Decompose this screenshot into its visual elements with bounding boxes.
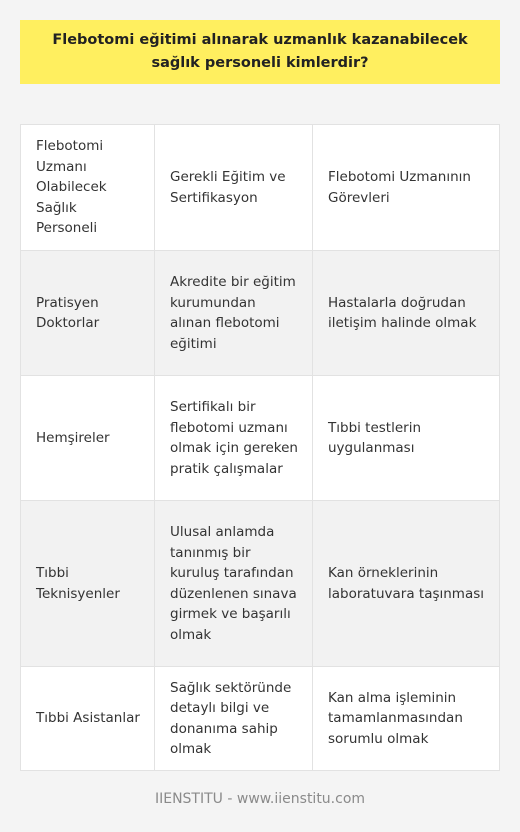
table-cell-personnel: Pratisyen Doktorlar bbox=[21, 251, 155, 375]
table-row bbox=[21, 500, 499, 666]
footer-credit: IIENSTITU - www.iienstitu.com bbox=[154, 791, 366, 807]
table-row bbox=[21, 666, 499, 770]
header-cell-duties: Flebotomi Uzmanının Görevleri bbox=[328, 169, 471, 206]
table-cell-duties: Kan örneklerinin laboratuvara taşınması bbox=[328, 565, 485, 602]
table-header-row bbox=[21, 125, 499, 250]
title-banner bbox=[20, 20, 500, 84]
table-cell-training: Sağlık sektöründe detaylı bilgi ve donanıma sahip olmak bbox=[155, 667, 313, 770]
header-cell-personnel: Flebotomi Uzmanı Olabilecek Sağlık Personeli bbox=[21, 125, 155, 250]
table-row bbox=[21, 375, 499, 500]
data-table bbox=[20, 124, 500, 771]
table-cell-training: Sertifikalı bir flebotomi uzmanı olmak için gereken pratik çalışmalar bbox=[155, 376, 313, 500]
table-cell-training: Akredite bir eğitim kurumundan alınan flebotomi eğitimi bbox=[155, 251, 313, 375]
table-cell-duties: Hastalarla doğrudan iletişim halinde olmak bbox=[328, 294, 477, 331]
header-cell-training: Gerekli Eğitim ve Sertifikasyon bbox=[155, 125, 313, 250]
page-title: Flebotomi eğitimi alınarak uzmanlık kazanabilecek sağlık personeli kimlerdir? bbox=[52, 32, 468, 71]
table-cell-duties: Kan alma işleminin tamamlanmasından sorumlu olmak bbox=[328, 689, 463, 747]
table-row bbox=[21, 250, 499, 375]
table-cell-training: Ulusal anlamda tanınmış bir kuruluş tarafından düzenlenen sınava girmek ve başarılı olmak bbox=[155, 501, 313, 666]
table-cell-personnel: Hemşireler bbox=[21, 376, 155, 500]
table-cell-personnel: Tıbbi Teknisyenler bbox=[21, 501, 155, 666]
table-cell-personnel: Tıbbi Asistanlar bbox=[21, 667, 155, 770]
table-cell-duties: Tıbbi testlerin uygulanması bbox=[328, 419, 422, 456]
